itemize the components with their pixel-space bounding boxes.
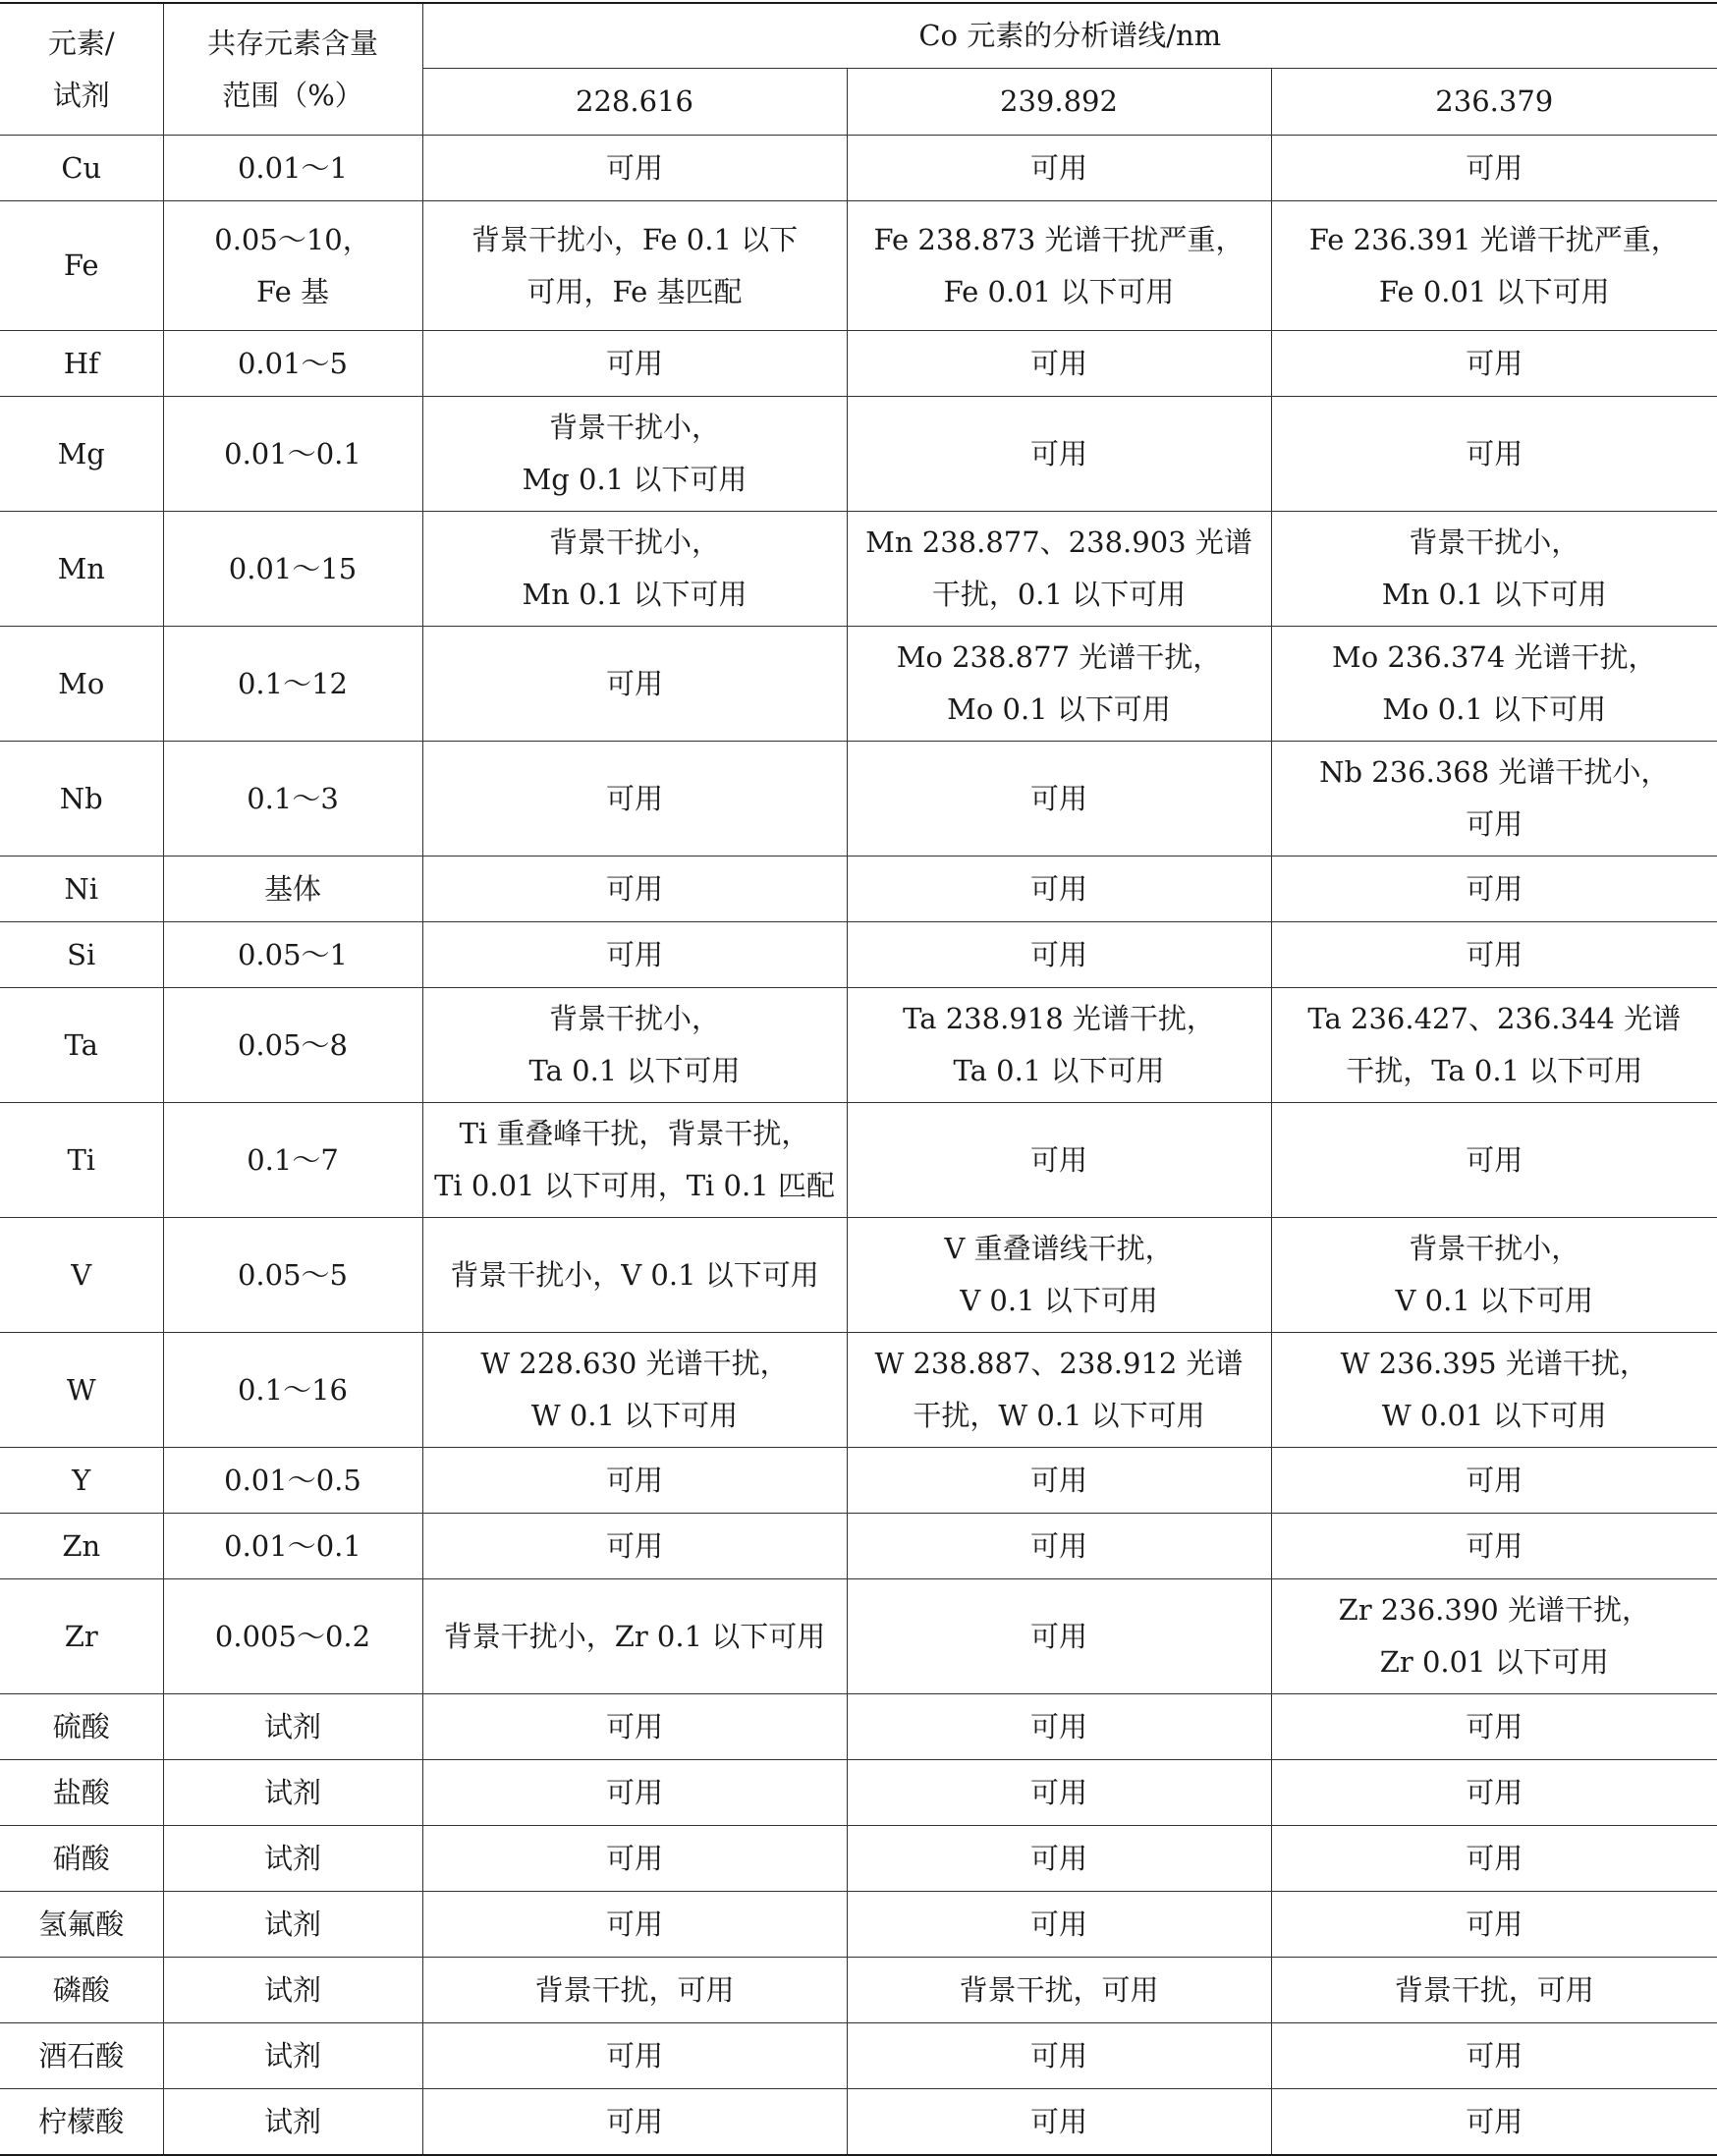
row-content-range-cell	[163, 1892, 422, 1958]
row-line-239-cell	[847, 1514, 1271, 1579]
row-line-228-cell	[422, 201, 847, 331]
cell-text-line: 0.01～1	[164, 142, 422, 194]
cell-text-line: W 0.01 以下可用	[1272, 1390, 1717, 1442]
table-row	[0, 331, 1717, 397]
row-line-228-cell	[422, 857, 847, 922]
row-line-228-cell	[422, 1333, 847, 1448]
row-line-239-cell	[847, 1579, 1271, 1694]
cell-text-line: 0.01～0.1	[164, 428, 422, 480]
table-row	[0, 2089, 1717, 2156]
cell-text-line: 0.01～0.5	[164, 1455, 422, 1507]
header-row-1	[0, 3, 1717, 69]
table-row	[0, 1448, 1717, 1514]
cell-text-line: Fe 236.391 光谱干扰严重，	[1272, 214, 1717, 266]
row-line-228-cell	[422, 1218, 847, 1333]
cell-text-line: 可用，Fe 基匹配	[423, 266, 847, 318]
row-content-range-cell	[163, 1760, 422, 1826]
row-line-228-cell	[422, 1760, 847, 1826]
row-line-228-cell	[422, 627, 847, 742]
cell-text-line: 可用	[1272, 863, 1717, 915]
interference-table-document	[0, 2, 1717, 2156]
cell-text-line: W 238.887、238.912 光谱	[848, 1338, 1271, 1390]
row-line-228-cell	[422, 1103, 847, 1218]
header-element-reagent	[0, 3, 163, 136]
table-row	[0, 136, 1717, 201]
cell-text-line: 背景干扰小，	[423, 993, 847, 1045]
row-element-cell: Zn	[0, 1514, 163, 1579]
row-line-239-cell	[847, 1760, 1271, 1826]
row-content-range-cell	[163, 742, 422, 857]
cell-text-line: Mn 0.1 以下可用	[1272, 569, 1717, 621]
row-line-236-cell	[1271, 512, 1717, 627]
cell-text-line: 可用	[848, 1611, 1271, 1663]
cell-text-line: 可用	[848, 1767, 1271, 1819]
row-element-cell: Ta	[0, 988, 163, 1103]
row-line-236-cell	[1271, 1826, 1717, 1892]
cell-text-line: 可用	[1272, 428, 1717, 480]
cell-text-line: 试剂	[164, 2030, 422, 2082]
cell-text-line: 可用	[423, 773, 847, 825]
row-line-236-cell	[1271, 331, 1717, 397]
cell-text-line: 背景干扰小，V 0.1 以下可用	[423, 1249, 847, 1301]
cell-text-line: 0.05～10，	[164, 214, 422, 266]
row-element-cell: 酒石酸	[0, 2023, 163, 2089]
cell-text-line: V 0.1 以下可用	[1272, 1275, 1717, 1327]
row-content-range-cell	[163, 201, 422, 331]
cell-text-line: 0.05～8	[164, 1020, 422, 1072]
cell-text-line: Mn 238.877、238.903 光谱	[848, 517, 1271, 569]
row-element-cell: 氢氟酸	[0, 1892, 163, 1958]
cell-text-line: 背景干扰小，	[1272, 517, 1717, 569]
header-line-228: 228.616	[422, 69, 847, 136]
row-element-cell: 盐酸	[0, 1760, 163, 1826]
cell-text-line: 可用	[423, 1701, 847, 1753]
row-line-228-cell	[422, 742, 847, 857]
header-text-line: 试剂	[0, 70, 163, 122]
row-content-range-cell	[163, 1333, 422, 1448]
cell-text-line: Fe 0.01 以下可用	[848, 266, 1271, 318]
table-row	[0, 1958, 1717, 2023]
row-content-range-cell	[163, 512, 422, 627]
table-row	[0, 2023, 1717, 2089]
row-line-239-cell	[847, 512, 1271, 627]
row-element-cell: Mg	[0, 397, 163, 512]
cell-text-line: Ta 0.1 以下可用	[423, 1045, 847, 1097]
row-line-228-cell	[422, 136, 847, 201]
row-element-cell: 硫酸	[0, 1694, 163, 1760]
cell-text-line: W 236.395 光谱干扰，	[1272, 1338, 1717, 1390]
cell-text-line: 0.1～3	[164, 773, 422, 825]
row-content-range-cell	[163, 1826, 422, 1892]
row-line-239-cell	[847, 1826, 1271, 1892]
row-element-cell: 柠檬酸	[0, 2089, 163, 2156]
cell-text-line: 可用	[1272, 338, 1717, 390]
cell-text-line: 试剂	[164, 1899, 422, 1951]
row-line-236-cell	[1271, 136, 1717, 201]
cell-text-line: 可用	[423, 658, 847, 710]
table-row	[0, 201, 1717, 331]
cell-text-line: 可用	[848, 1899, 1271, 1951]
row-content-range-cell	[163, 922, 422, 988]
row-line-239-cell	[847, 1694, 1271, 1760]
row-line-236-cell	[1271, 742, 1717, 857]
cell-text-line: 可用	[848, 863, 1271, 915]
cell-text-line: 背景干扰小，Fe 0.1 以下	[423, 214, 847, 266]
cell-text-line: 可用	[1272, 1455, 1717, 1507]
table-row	[0, 1826, 1717, 1892]
cell-text-line: 0.1～16	[164, 1364, 422, 1416]
row-line-239-cell	[847, 136, 1271, 201]
cell-text-line: 背景干扰小，	[423, 517, 847, 569]
header-co-analysis-lines	[422, 3, 1717, 69]
row-line-236-cell	[1271, 988, 1717, 1103]
cell-text-line: 可用	[848, 1520, 1271, 1573]
row-line-239-cell	[847, 988, 1271, 1103]
row-element-cell: Ni	[0, 857, 163, 922]
cell-text-line: 可用	[1272, 1520, 1717, 1573]
cell-text-line: 背景干扰小，Zr 0.1 以下可用	[423, 1611, 847, 1663]
row-line-228-cell	[422, 2089, 847, 2156]
cell-text-line: 可用	[848, 929, 1271, 981]
cell-text-line: 可用	[1272, 799, 1717, 851]
header-text-line: 范围（%）	[164, 70, 422, 122]
cell-text-line: 0.1～12	[164, 658, 422, 710]
row-line-228-cell	[422, 1579, 847, 1694]
row-line-239-cell	[847, 742, 1271, 857]
cell-text-line: 试剂	[164, 1701, 422, 1753]
row-content-range-cell	[163, 2089, 422, 2156]
row-line-228-cell	[422, 1892, 847, 1958]
cell-text-line: 干扰，Ta 0.1 以下可用	[1272, 1045, 1717, 1097]
cell-text-line: 可用	[848, 2096, 1271, 2148]
cell-text-line: 可用	[848, 1833, 1271, 1885]
cell-text-line: 可用	[423, 142, 847, 194]
cell-text-line: 可用	[848, 2030, 1271, 2082]
row-content-range-cell	[163, 1218, 422, 1333]
row-line-236-cell	[1271, 1694, 1717, 1760]
cell-text-line: 背景干扰，可用	[848, 1964, 1271, 2017]
cell-text-line: 可用	[423, 1833, 847, 1885]
row-line-236-cell	[1271, 397, 1717, 512]
table-row	[0, 1694, 1717, 1760]
cell-text-line: 试剂	[164, 1767, 422, 1819]
cell-text-line: 可用	[423, 2030, 847, 2082]
cell-text-line: 可用	[1272, 1899, 1717, 1951]
row-element-cell: Cu	[0, 136, 163, 201]
header-text-line: Co 元素的分析谱线/nm	[423, 10, 1717, 62]
cell-text-line: Mo 0.1 以下可用	[1272, 684, 1717, 736]
cell-text-line: 可用	[1272, 142, 1717, 194]
cell-text-line: 可用	[423, 1899, 847, 1951]
table-row	[0, 397, 1717, 512]
row-line-228-cell	[422, 1448, 847, 1514]
row-element-cell: Hf	[0, 331, 163, 397]
row-line-228-cell	[422, 1826, 847, 1892]
row-content-range-cell	[163, 1514, 422, 1579]
cell-text-line: Mg 0.1 以下可用	[423, 454, 847, 506]
cell-text-line: W 0.1 以下可用	[423, 1390, 847, 1442]
row-element-cell: Zr	[0, 1579, 163, 1694]
header-text-line: 共存元素含量	[164, 18, 422, 70]
header-line-239: 239.892	[847, 69, 1271, 136]
table-row	[0, 922, 1717, 988]
cell-text-line: 0.01～5	[164, 338, 422, 390]
cell-text-line: 可用	[1272, 2030, 1717, 2082]
row-line-228-cell	[422, 512, 847, 627]
cell-text-line: 可用	[423, 2096, 847, 2148]
header-content-range	[163, 3, 422, 136]
cell-text-line: 试剂	[164, 1964, 422, 2017]
row-line-239-cell	[847, 1103, 1271, 1218]
table-row	[0, 988, 1717, 1103]
row-content-range-cell	[163, 1958, 422, 2023]
row-line-239-cell	[847, 331, 1271, 397]
cell-text-line: 可用	[1272, 929, 1717, 981]
row-line-236-cell	[1271, 1892, 1717, 1958]
cell-text-line: 可用	[423, 929, 847, 981]
row-line-228-cell	[422, 1514, 847, 1579]
cell-text-line: Mo 0.1 以下可用	[848, 684, 1271, 736]
row-line-236-cell	[1271, 627, 1717, 742]
row-element-cell: Nb	[0, 742, 163, 857]
row-element-cell: W	[0, 1333, 163, 1448]
row-line-228-cell	[422, 2023, 847, 2089]
header-line-236: 236.379	[1271, 69, 1717, 136]
cell-text-line: 可用	[1272, 1833, 1717, 1885]
cell-text-line: 可用	[1272, 1134, 1717, 1187]
spectral-interference-table	[0, 2, 1717, 2156]
cell-text-line: 0.01～0.1	[164, 1520, 422, 1573]
table-row	[0, 1579, 1717, 1694]
table-row	[0, 857, 1717, 922]
row-line-236-cell	[1271, 2023, 1717, 2089]
cell-text-line: 可用	[423, 1767, 847, 1819]
cell-text-line: 可用	[423, 1455, 847, 1507]
row-line-239-cell	[847, 1892, 1271, 1958]
cell-text-line: Ti 0.01 以下可用，Ti 0.1 匹配	[423, 1160, 847, 1212]
row-content-range-cell	[163, 1579, 422, 1694]
row-content-range-cell	[163, 397, 422, 512]
cell-text-line: 可用	[423, 338, 847, 390]
cell-text-line: 0.1～7	[164, 1134, 422, 1187]
row-line-239-cell	[847, 2089, 1271, 2156]
cell-text-line: Fe 238.873 光谱干扰严重，	[848, 214, 1271, 266]
cell-text-line: Nb 236.368 光谱干扰小，	[1272, 746, 1717, 799]
table-row	[0, 742, 1717, 857]
cell-text-line: 可用	[1272, 2096, 1717, 2148]
cell-text-line: 可用	[1272, 1701, 1717, 1753]
row-content-range-cell	[163, 988, 422, 1103]
cell-text-line: Mn 0.1 以下可用	[423, 569, 847, 621]
cell-text-line: 可用	[423, 1520, 847, 1573]
row-line-239-cell	[847, 922, 1271, 988]
row-line-236-cell	[1271, 2089, 1717, 2156]
table-header	[0, 3, 1717, 136]
table-row	[0, 1514, 1717, 1579]
cell-text-line: V 重叠谱线干扰，	[848, 1223, 1271, 1275]
row-line-228-cell	[422, 1694, 847, 1760]
row-line-236-cell	[1271, 1514, 1717, 1579]
table-body	[0, 136, 1717, 2156]
row-line-239-cell	[847, 1218, 1271, 1333]
cell-text-line: 可用	[848, 428, 1271, 480]
cell-text-line: Mo 236.374 光谱干扰，	[1272, 632, 1717, 684]
row-element-cell: Mo	[0, 627, 163, 742]
row-element-cell: Mn	[0, 512, 163, 627]
cell-text-line: 干扰，W 0.1 以下可用	[848, 1390, 1271, 1442]
header-text-line: 元素/	[0, 18, 163, 70]
cell-text-line: 背景干扰小，	[423, 402, 847, 454]
cell-text-line: 可用	[848, 1455, 1271, 1507]
cell-text-line: 背景干扰，可用	[423, 1964, 847, 2017]
row-content-range-cell	[163, 857, 422, 922]
cell-text-line: W 228.630 光谱干扰，	[423, 1338, 847, 1390]
row-line-236-cell	[1271, 1103, 1717, 1218]
table-row	[0, 1760, 1717, 1826]
row-line-236-cell	[1271, 201, 1717, 331]
row-line-236-cell	[1271, 922, 1717, 988]
cell-text-line: 0.005～0.2	[164, 1611, 422, 1663]
cell-text-line: 可用	[1272, 1767, 1717, 1819]
cell-text-line: Mo 238.877 光谱干扰，	[848, 632, 1271, 684]
row-element-cell: Fe	[0, 201, 163, 331]
row-line-239-cell	[847, 1958, 1271, 2023]
cell-text-line: Fe 0.01 以下可用	[1272, 266, 1717, 318]
row-line-228-cell	[422, 1958, 847, 2023]
table-row	[0, 1333, 1717, 1448]
cell-text-line: 可用	[848, 1701, 1271, 1753]
row-line-228-cell	[422, 331, 847, 397]
cell-text-line: 试剂	[164, 1833, 422, 1885]
cell-text-line: 可用	[848, 1134, 1271, 1187]
row-line-236-cell	[1271, 1333, 1717, 1448]
row-content-range-cell	[163, 136, 422, 201]
row-line-236-cell	[1271, 1218, 1717, 1333]
row-element-cell: Ti	[0, 1103, 163, 1218]
row-line-236-cell	[1271, 1579, 1717, 1694]
row-element-cell: Si	[0, 922, 163, 988]
cell-text-line: Fe 基	[164, 266, 422, 318]
table-row	[0, 1892, 1717, 1958]
cell-text-line: 0.05～5	[164, 1249, 422, 1301]
row-element-cell: V	[0, 1218, 163, 1333]
row-line-228-cell	[422, 397, 847, 512]
row-element-cell: Y	[0, 1448, 163, 1514]
row-line-236-cell	[1271, 1958, 1717, 2023]
row-element-cell: 磷酸	[0, 1958, 163, 2023]
row-line-236-cell	[1271, 857, 1717, 922]
row-line-239-cell	[847, 1333, 1271, 1448]
row-line-228-cell	[422, 922, 847, 988]
table-row	[0, 627, 1717, 742]
cell-text-line: 基体	[164, 863, 422, 915]
cell-text-line: V 0.1 以下可用	[848, 1275, 1271, 1327]
cell-text-line: Ta 0.1 以下可用	[848, 1045, 1271, 1097]
cell-text-line: 可用	[423, 863, 847, 915]
cell-text-line: 试剂	[164, 2096, 422, 2148]
row-line-228-cell	[422, 988, 847, 1103]
cell-text-line: Zr 0.01 以下可用	[1272, 1636, 1717, 1688]
row-content-range-cell	[163, 1694, 422, 1760]
row-line-239-cell	[847, 857, 1271, 922]
table-row	[0, 512, 1717, 627]
cell-text-line: 背景干扰小，	[1272, 1223, 1717, 1275]
table-row	[0, 1103, 1717, 1218]
cell-text-line: 背景干扰，可用	[1272, 1964, 1717, 2017]
cell-text-line: Ta 238.918 光谱干扰，	[848, 993, 1271, 1045]
cell-text-line: Ta 236.427、236.344 光谱	[1272, 993, 1717, 1045]
row-line-239-cell	[847, 1448, 1271, 1514]
row-content-range-cell	[163, 1103, 422, 1218]
row-line-239-cell	[847, 397, 1271, 512]
row-line-239-cell	[847, 2023, 1271, 2089]
row-line-239-cell	[847, 201, 1271, 331]
row-line-236-cell	[1271, 1448, 1717, 1514]
row-content-range-cell	[163, 1448, 422, 1514]
cell-text-line: 0.05～1	[164, 929, 422, 981]
cell-text-line: 0.01～15	[164, 543, 422, 595]
cell-text-line: 可用	[848, 338, 1271, 390]
row-content-range-cell	[163, 2023, 422, 2089]
cell-text-line: 可用	[848, 142, 1271, 194]
cell-text-line: 干扰，0.1 以下可用	[848, 569, 1271, 621]
cell-text-line: Zr 236.390 光谱干扰，	[1272, 1584, 1717, 1636]
table-row	[0, 1218, 1717, 1333]
row-line-239-cell	[847, 627, 1271, 742]
row-line-236-cell	[1271, 1760, 1717, 1826]
cell-text-line: 可用	[848, 773, 1271, 825]
row-content-range-cell	[163, 331, 422, 397]
cell-text-line: Ti 重叠峰干扰，背景干扰，	[423, 1108, 847, 1160]
row-content-range-cell	[163, 627, 422, 742]
row-element-cell: 硝酸	[0, 1826, 163, 1892]
